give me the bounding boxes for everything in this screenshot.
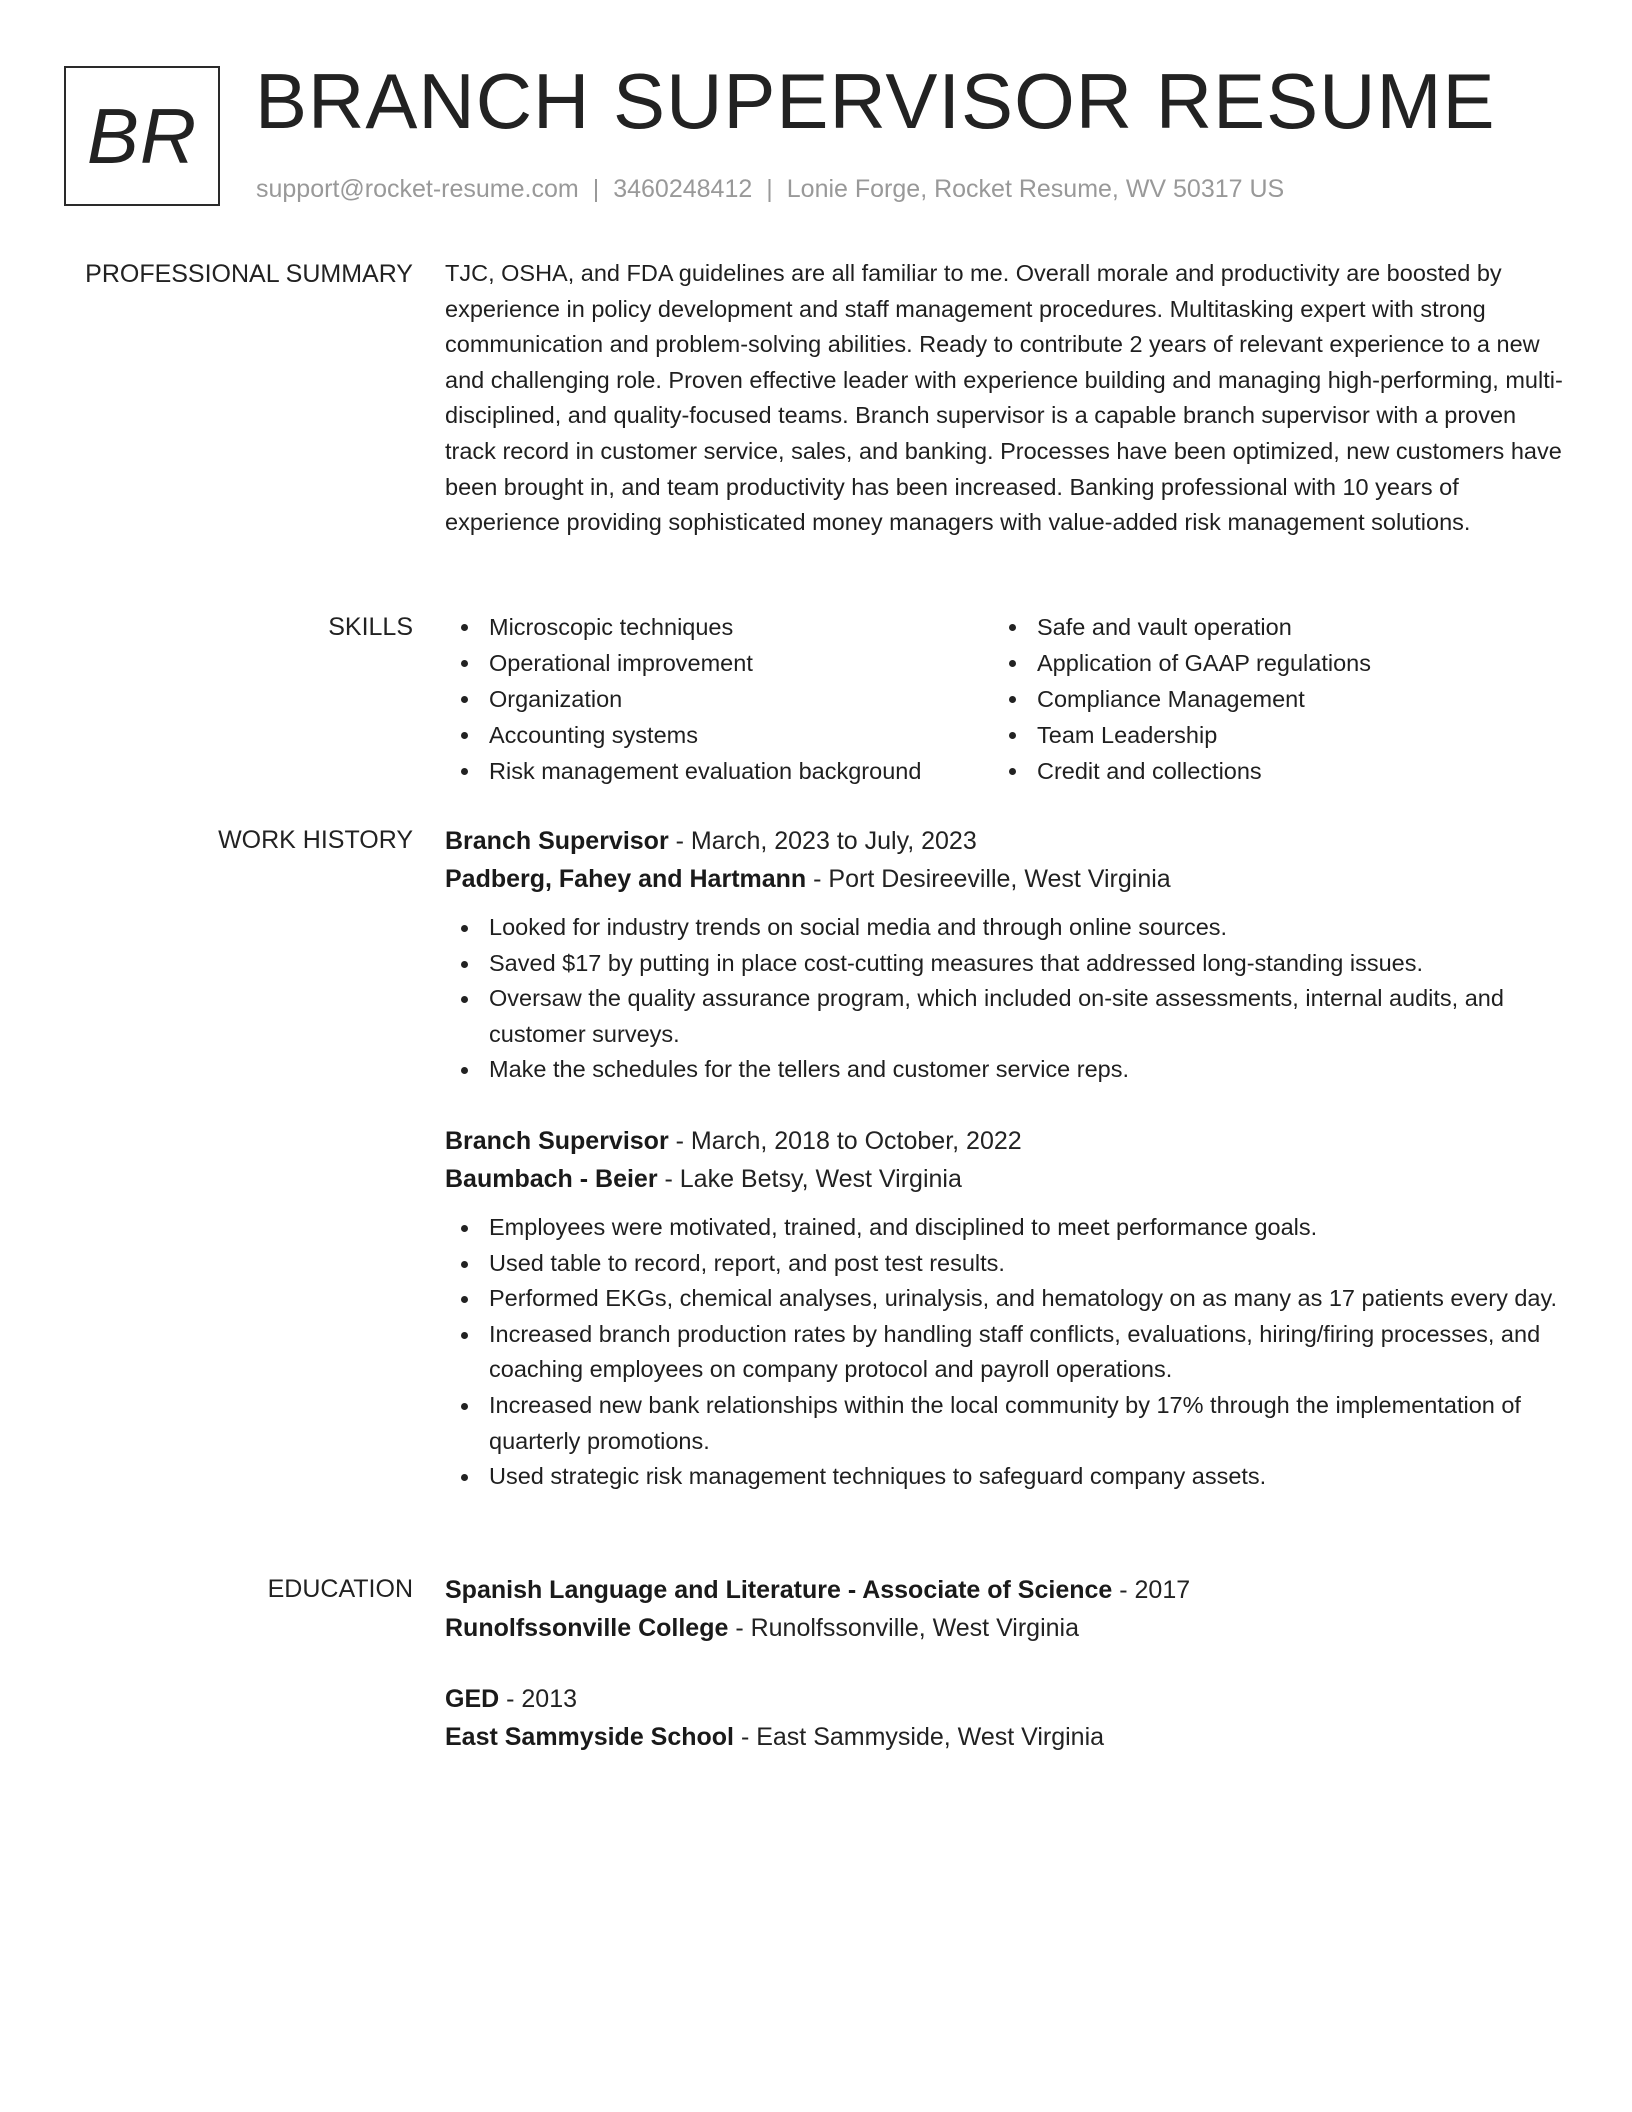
job-company-line <box>445 860 1565 898</box>
job-title-line <box>445 1122 1565 1160</box>
job-bullet: Performed EKGs, chemical analyses, urinalysis, and hematology on as many as 17 patients every day. <box>445 1281 1565 1317</box>
skill-item: Team Leadership <box>993 717 1541 753</box>
education-degree: Spanish Language and Literature - Associate of Science <box>445 1576 1113 1604</box>
education-location: - Runolfssonville, West Virginia <box>728 1614 1079 1642</box>
contact-line <box>256 172 1284 206</box>
education-school-line <box>445 1609 1565 1647</box>
skills-body <box>445 609 1565 789</box>
education-school: Runolfssonville College <box>445 1614 729 1642</box>
contact-separator: | <box>592 175 600 203</box>
education-degree-line <box>445 1571 1565 1609</box>
job-dates: - March, 2023 to July, 2023 <box>668 827 977 855</box>
job-bullet: Looked for industry trends on social media and through online sources. <box>445 910 1565 946</box>
resume-title: BRANCH SUPERVISOR RESUME <box>255 57 1496 145</box>
job-bullet: Saved $17 by putting in place cost-cutting measures that addressed long-standing issues. <box>445 946 1565 982</box>
job-entry <box>445 822 1565 1088</box>
skill-item: Operational improvement <box>445 645 993 681</box>
education-degree: GED <box>445 1685 500 1713</box>
contact-phone: 3460248412 <box>613 175 753 203</box>
education-entry <box>445 1571 1565 1647</box>
skill-item: Accounting systems <box>445 717 993 753</box>
work-history-body <box>445 822 1565 1495</box>
education-year: - 2013 <box>499 1685 578 1713</box>
contact-separator: | <box>766 175 773 203</box>
skill-item: Compliance Management <box>993 681 1541 717</box>
monogram-initials: BR <box>86 91 198 180</box>
education-location: - East Sammyside, West Virginia <box>734 1723 1105 1751</box>
contact-address: Lonie Forge, Rocket Resume, WV 50317 US <box>786 175 1285 203</box>
job-bullet: Make the schedules for the tellers and customer service reps. <box>445 1052 1565 1088</box>
skill-item: Safe and vault operation <box>993 609 1541 645</box>
education-body <box>445 1571 1565 1756</box>
skill-item: Application of GAAP regulations <box>993 645 1541 681</box>
contact-email: support@rocket-resume.com <box>256 175 579 203</box>
job-title-line <box>445 822 1565 860</box>
job-entry <box>445 1122 1565 1495</box>
job-bullets <box>445 1210 1565 1495</box>
job-company: Padberg, Fahey and Hartmann <box>445 865 807 893</box>
job-bullets <box>445 910 1565 1088</box>
skill-item: Organization <box>445 681 993 717</box>
job-location: - Port Desireeville, West Virginia <box>806 865 1171 893</box>
job-bullet: Used strategic risk management techniques to safeguard company assets. <box>445 1459 1565 1495</box>
job-dates: - March, 2018 to October, 2022 <box>668 1126 1022 1155</box>
job-company: Baumbach - Beier <box>445 1164 658 1193</box>
job-location: - Lake Betsy, West Virginia <box>657 1164 962 1193</box>
job-company-line <box>445 1160 1565 1198</box>
skill-item: Risk management evaluation background <box>445 753 993 789</box>
education-degree-line <box>445 1680 1565 1718</box>
job-bullet: Increased branch production rates by handling staff conflicts, evaluations, hiring/firing processes, and coaching employees on company protocol and payroll operations. <box>445 1317 1565 1388</box>
section-label-education: EDUCATION <box>267 1575 413 1603</box>
monogram-badge <box>64 66 220 206</box>
job-bullet: Used table to record, report, and post test results. <box>445 1246 1565 1282</box>
job-bullet: Increased new bank relationships within the local community by 17% through the implementation of quarterly promotions. <box>445 1388 1565 1459</box>
education-school-line <box>445 1718 1565 1756</box>
education-year: - 2017 <box>1112 1576 1191 1604</box>
skills-column-left <box>445 609 993 789</box>
job-bullet: Employees were motivated, trained, and disciplined to meet performance goals. <box>445 1210 1565 1246</box>
job-title: Branch Supervisor <box>445 1126 669 1155</box>
job-title: Branch Supervisor <box>445 827 669 855</box>
summary-text: TJC, OSHA, and FDA guidelines are all familiar to me. Overall morale and productivity are boosted by experience in policy development and staff management procedures. Multitasking expert with strong communication and problem-solving abilities. Ready to contribute 2 years of relevant experience to a new and challenging role. Proven effective leader with experience building and managing high-performing, multi-disciplined, and quality-focused teams. Branch supervisor is a capable branch supervisor with a proven track record in customer service, sales, and banking. Processes have been optimized, new customers have been brought in, and team productivity has been increased. Banking professional with 10 years of experience providing sophisticated money managers with value-added risk management solutions. <box>445 260 1563 536</box>
skills-column-right <box>993 609 1541 789</box>
section-label-skills: SKILLS <box>328 613 413 641</box>
section-label-work-history: WORK HISTORY <box>218 826 413 854</box>
skill-item: Microscopic techniques <box>445 609 993 645</box>
education-entry <box>445 1680 1565 1756</box>
education-school: East Sammyside School <box>445 1723 735 1751</box>
job-bullet: Oversaw the quality assurance program, which included on-site assessments, internal audits, and customer surveys. <box>445 981 1565 1052</box>
skill-item: Credit and collections <box>993 753 1541 789</box>
skills-columns <box>445 609 1565 789</box>
section-label-summary: PROFESSIONAL SUMMARY <box>85 260 413 288</box>
summary-body <box>445 256 1565 541</box>
